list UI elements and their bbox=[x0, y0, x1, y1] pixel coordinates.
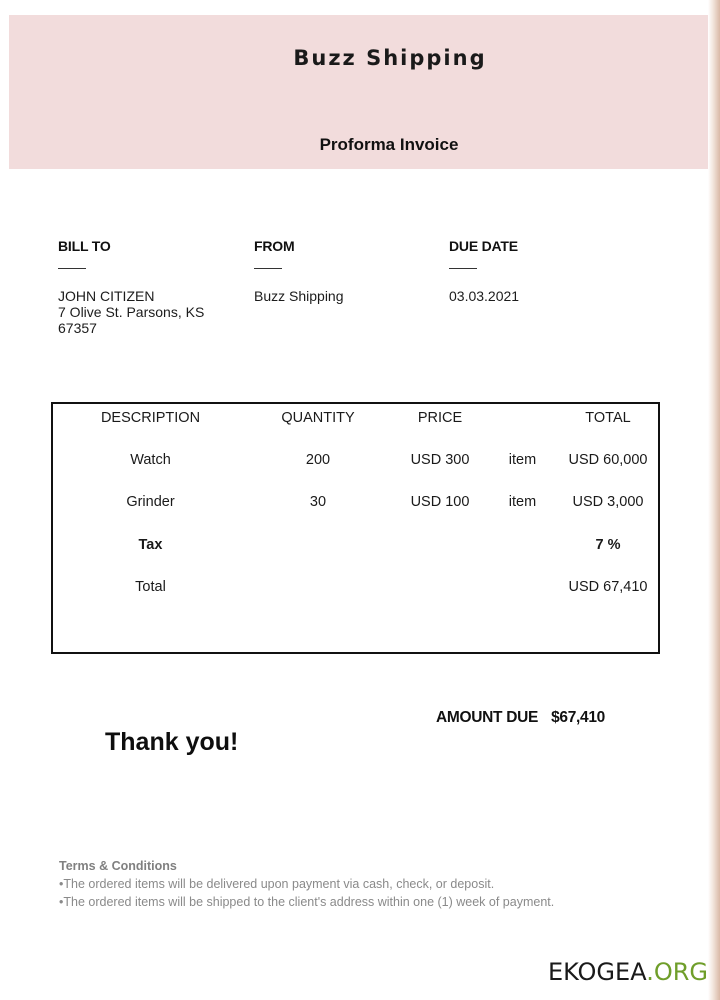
header-quantity: QUANTITY bbox=[281, 410, 355, 426]
watermark-text-main: EKOGEA bbox=[547, 958, 647, 986]
document-title: Proforma Invoice bbox=[319, 135, 459, 154]
from-label: FROM bbox=[254, 238, 295, 254]
amount-due bbox=[436, 709, 605, 727]
bill-to-details bbox=[58, 288, 248, 336]
terms-section bbox=[59, 857, 659, 911]
row-2-description: Grinder bbox=[126, 494, 175, 510]
header-description: DESCRIPTION bbox=[100, 410, 201, 426]
bill-to-address-line2: 67357 bbox=[58, 320, 97, 336]
row-2-total: USD 3,000 bbox=[572, 494, 644, 510]
terms-item-2 bbox=[59, 893, 659, 911]
bill-to-address-line1: 7 Olive St. Parsons, KS bbox=[58, 304, 205, 320]
items-table bbox=[51, 402, 660, 654]
due-date-divider bbox=[449, 268, 477, 269]
bill-to-name: JOHN CITIZEN bbox=[58, 288, 155, 304]
row-2-unit: item bbox=[508, 494, 537, 510]
terms-title: Terms & Conditions bbox=[59, 859, 177, 873]
watermark-text-suffix: .ORG bbox=[646, 958, 708, 986]
row-2-quantity: 30 bbox=[309, 494, 327, 510]
bill-to-divider bbox=[58, 268, 86, 269]
row-1-price: USD 300 bbox=[410, 452, 470, 468]
row-2-price: USD 100 bbox=[410, 494, 470, 510]
header-price: PRICE bbox=[417, 410, 463, 426]
row-1-unit: item bbox=[508, 452, 537, 468]
terms-item-2-text: The ordered items will be shipped to the client's address within one (1) week of payment. bbox=[63, 895, 555, 909]
watermark-logo bbox=[548, 960, 708, 984]
bill-to-section bbox=[58, 238, 248, 336]
terms-item-1-text: The ordered items will be delivered upon payment via cash, check, or deposit. bbox=[63, 877, 495, 891]
amount-due-value: $67,410 bbox=[551, 709, 605, 726]
from-section bbox=[254, 238, 444, 304]
row-1-description: Watch bbox=[130, 452, 171, 468]
tax-value: 7 % bbox=[595, 537, 621, 553]
company-name: Buzz Shipping bbox=[293, 46, 487, 70]
row-1-quantity: 200 bbox=[305, 452, 331, 468]
total-value: USD 67,410 bbox=[568, 579, 648, 595]
thank-you-message: Thank you! bbox=[105, 728, 239, 756]
from-divider bbox=[254, 268, 282, 269]
from-name: Buzz Shipping bbox=[254, 288, 344, 304]
row-1-total: USD 60,000 bbox=[568, 452, 648, 468]
due-date-section bbox=[449, 238, 639, 304]
bill-to-label: BILL TO bbox=[58, 238, 111, 254]
terms-item-1 bbox=[59, 875, 659, 893]
due-date-label: DUE DATE bbox=[449, 238, 518, 254]
amount-due-label: AMOUNT DUE bbox=[436, 709, 539, 726]
header-total: TOTAL bbox=[585, 410, 631, 426]
total-label: Total bbox=[135, 579, 166, 595]
tax-label: Tax bbox=[138, 537, 163, 553]
due-date-value: 03.03.2021 bbox=[449, 288, 520, 304]
